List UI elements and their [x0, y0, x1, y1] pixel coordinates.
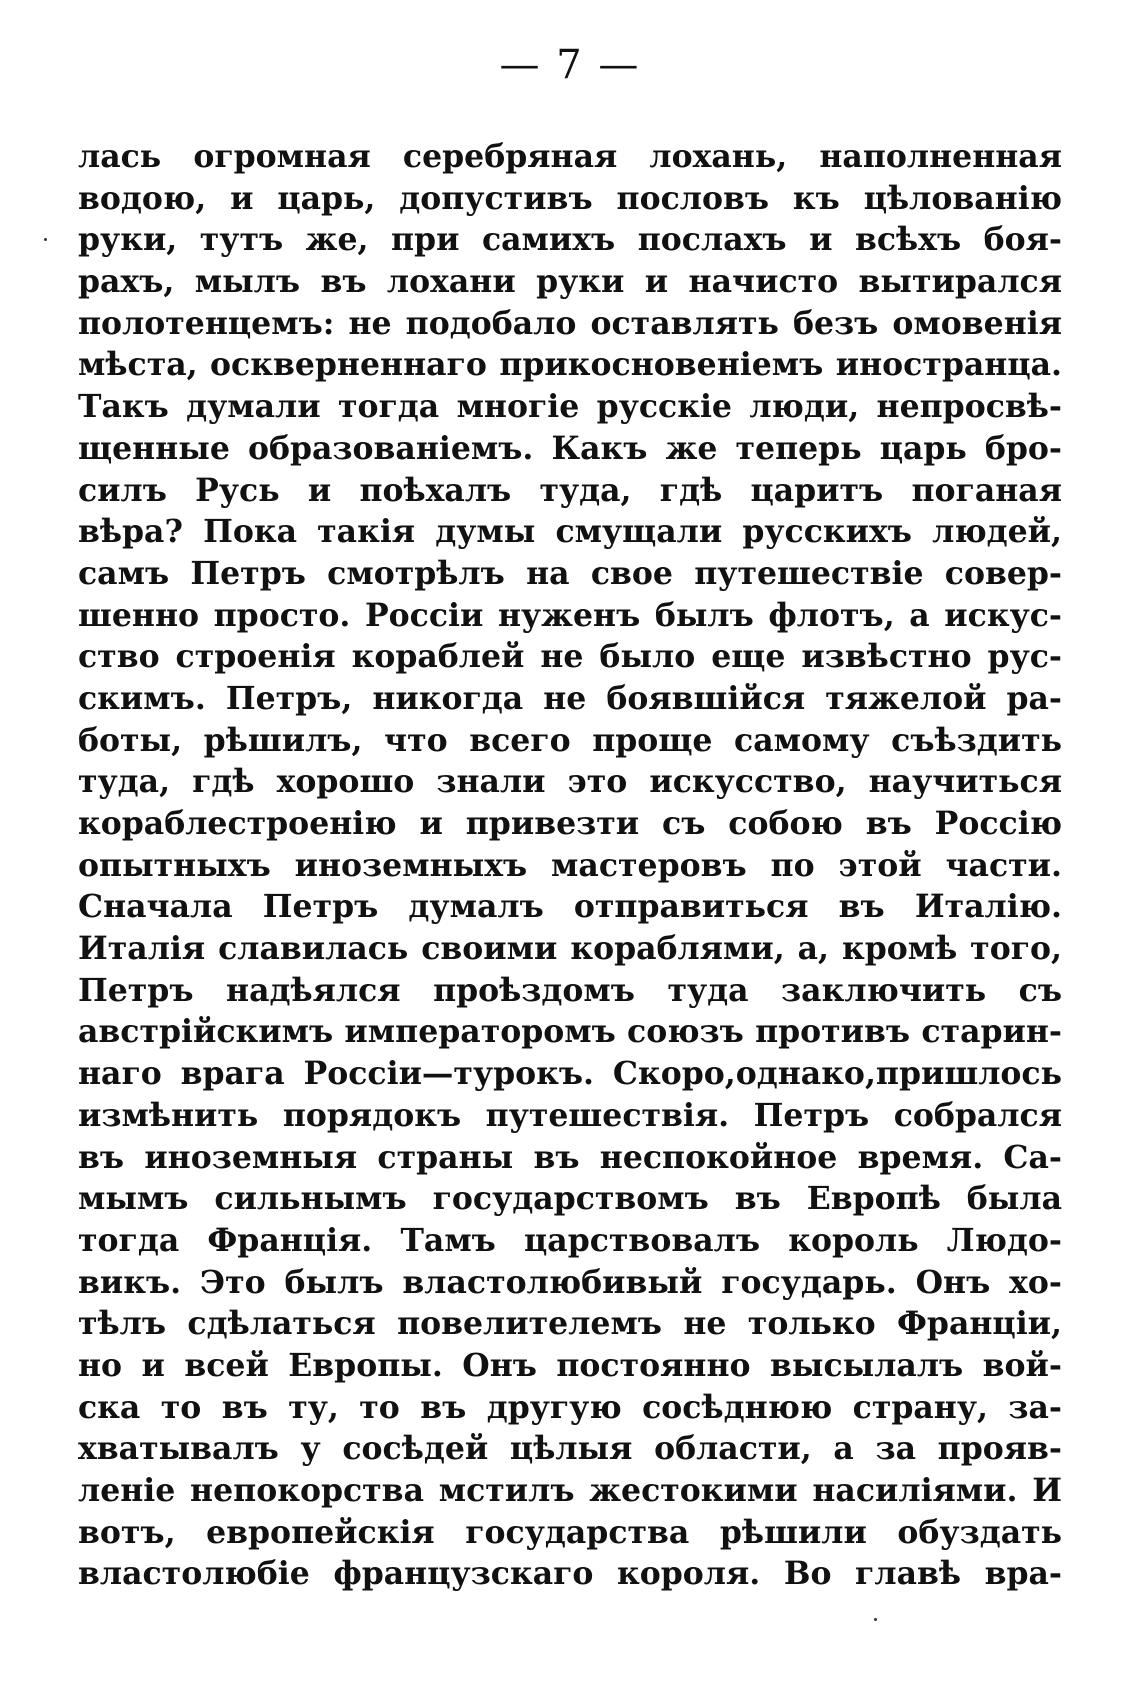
text-line: шенно просто. Россіи нуженъ былъ флотъ, а искус- — [78, 596, 1062, 634]
text-line: лась огромная серебряная лохань, наполненная — [78, 138, 1062, 175]
text-line: мѣста, оскверненнаго прикосновеніемъ иностранца. — [78, 346, 1062, 384]
text-line: тѣлъ сдѣлаться повелителемъ не только Франціи, — [78, 1305, 1062, 1343]
text-line: наго врага Россіи—турокъ. Скоро,однако,пришлось — [78, 1055, 1062, 1093]
text-line: скимъ. Петръ, никогда не боявшійся тяжелой ра- — [78, 679, 1062, 717]
text-line: руки, тутъ же, при самихъ послахъ и всѣхъ боя- — [78, 221, 1062, 259]
text-line: Такъ думали тогда многіе русскіе люди, непросвѣ- — [78, 388, 1062, 426]
text-line: ство строенія кораблей не было еще извѣстно рус- — [78, 638, 1062, 676]
text-line: леніе непокорства мстилъ жестокими насиліями. И — [78, 1472, 1062, 1509]
text-line: опытныхъ иноземныхъ мастеровъ по этой части. — [78, 846, 1062, 884]
text-line: туда, гдѣ хорошо знали это искусство, научиться — [78, 763, 1062, 801]
text-line: Италія славилась своими кораблями, а, кромѣ того, — [78, 930, 1062, 968]
text-line: тогда Франція. Тамъ царствовалъ король Людо- — [78, 1221, 1062, 1259]
text-line: полотенцемъ: не подобало оставлять безъ омовенія — [78, 304, 1062, 342]
text-line: самъ Петръ смотрѣлъ на свое путешествіе совер- — [78, 554, 1062, 592]
text-line: но и всей Европы. Онъ постоянно высылалъ вой- — [78, 1346, 1062, 1384]
text-line: силъ Русь и поѣхалъ туда, гдѣ царитъ поганая — [78, 471, 1062, 509]
text-line: ска то въ ту, то въ другую сосѣднюю страну, за- — [78, 1388, 1062, 1426]
text-line: Сначала Петръ думалъ отправиться въ Италію. — [78, 888, 1062, 926]
text-line: мымъ сильнымъ государствомъ въ Европѣ была — [78, 1180, 1062, 1218]
text-line: вотъ, европейскія государства рѣшили обуздать — [78, 1513, 1062, 1551]
text-line: кораблестроенію и привезти съ собою въ Россію — [78, 805, 1062, 842]
text-line: въ иноземныя страны въ неспокойное время. Са- — [78, 1138, 1062, 1176]
text-line: водою, и царь, допустивъ пословъ къ цѣлованію — [78, 179, 1062, 217]
text-line: измѣнить порядокъ путешествія. Петръ собрался — [78, 1096, 1062, 1134]
text-line: хватывалъ у сосѣдей цѣлыя области, а за прояв- — [78, 1430, 1062, 1468]
text-line: вѣра? Пока такія думы смущали русскихъ людей, — [78, 513, 1062, 551]
text-line: Петръ надѣялся проѣздомъ туда заключить съ — [78, 971, 1062, 1009]
text-line: боты, рѣшилъ, что всего проще самому съѣздить — [78, 721, 1062, 759]
page-number: — 7 — — [499, 42, 641, 88]
text-line: австрійскимъ императоромъ союзъ противъ старин- — [78, 1013, 1062, 1051]
scan-speck — [44, 238, 47, 241]
scan-speck — [874, 1618, 877, 1621]
body-text — [78, 136, 1062, 1595]
text-line: рахъ, мылъ въ лохани руки и начисто вытирался — [78, 263, 1062, 301]
text-line: властолюбіе французскаго короля. Во главѣ вра- — [78, 1555, 1062, 1593]
text-line: щенные образованіемъ. Какъ же теперь царь бро- — [78, 429, 1062, 467]
text-line: викъ. Это былъ властолюбивый государь. Онъ хо- — [78, 1263, 1062, 1301]
